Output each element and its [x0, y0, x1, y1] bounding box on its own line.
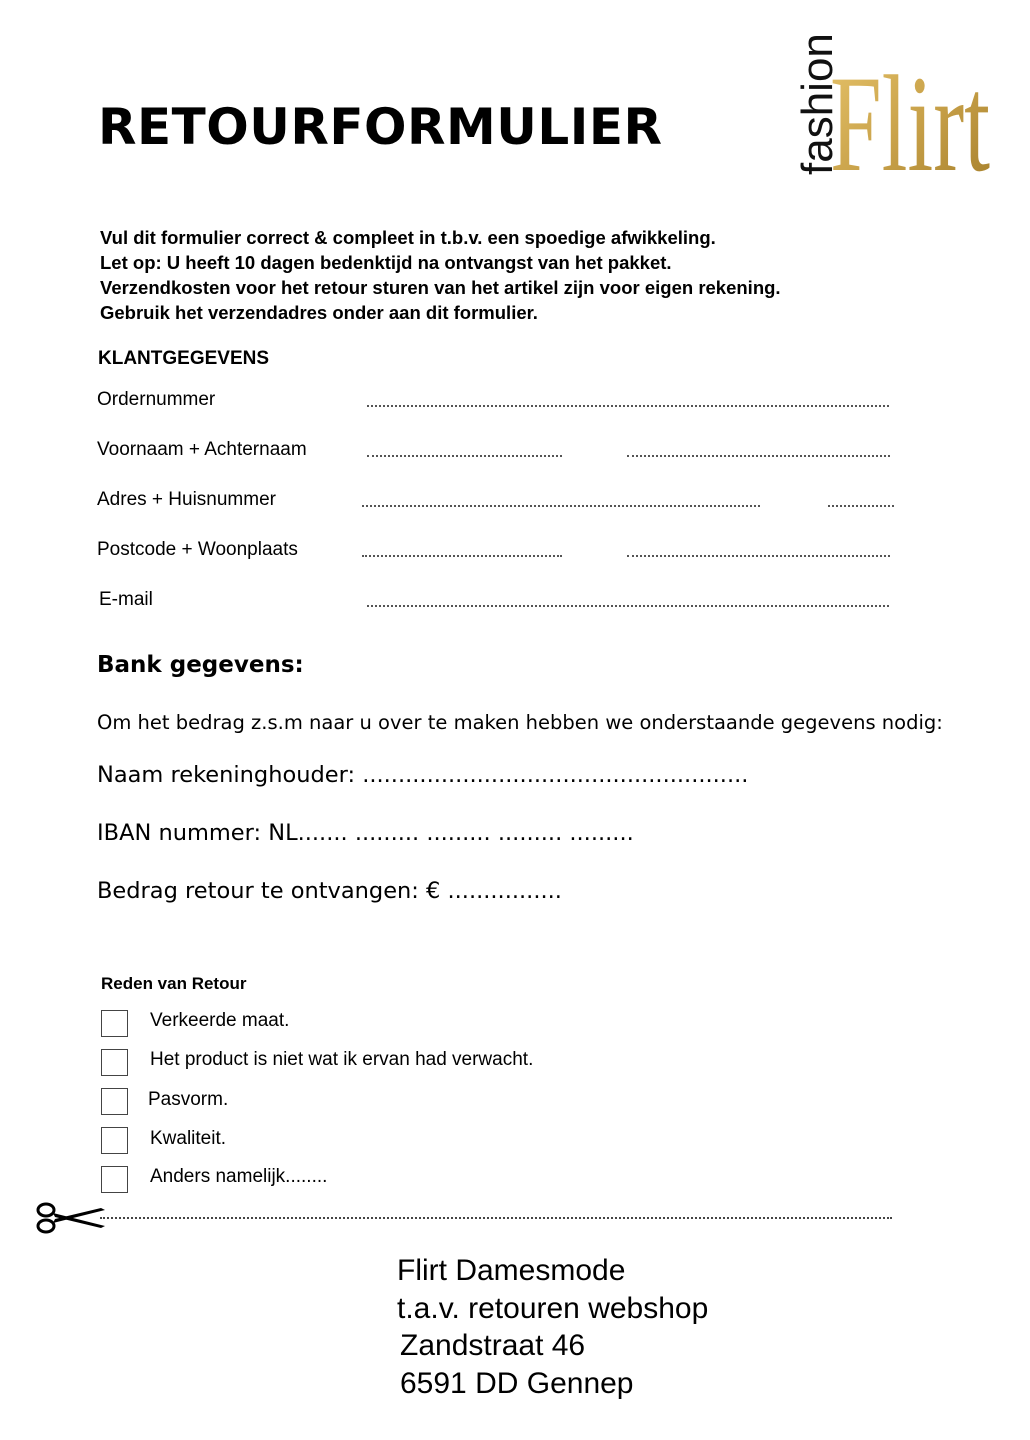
- reason-checkbox[interactable]: [101, 1010, 128, 1037]
- intro-line: Let op: U heeft 10 dagen bedenktijd na ontvangst van het pakket.: [100, 252, 672, 273]
- iban-field[interactable]: IBAN nummer: NL....... ......... ......... ......... .........: [97, 820, 634, 846]
- reason-label: Het product is niet wat ik ervan had verwacht.: [150, 1049, 534, 1070]
- reason-checkbox[interactable]: [101, 1088, 128, 1115]
- reason-label: Verkeerde maat.: [150, 1010, 290, 1031]
- city-field[interactable]: [627, 555, 890, 557]
- page-title: RETOURFORMULIER: [98, 98, 663, 156]
- last-name-field[interactable]: [627, 455, 890, 457]
- order-number-field[interactable]: [367, 405, 889, 407]
- intro-line: Vul dit formulier correct & compleet in t.b.v. een spoedige afwikkeling.: [100, 227, 716, 248]
- svg-text:Flirt: Flirt: [830, 47, 990, 180]
- bank-intro: Om het bedrag z.s.m naar u over te maken hebben we onderstaande gegevens nodig:: [97, 711, 943, 734]
- return-address: [397, 1252, 708, 1402]
- address-line: 6591 DD Gennep: [400, 1366, 634, 1400]
- svg-text:fashion: fashion: [793, 33, 842, 175]
- reason-checkbox[interactable]: [101, 1127, 128, 1154]
- reason-label: Kwaliteit.: [150, 1128, 227, 1149]
- reason-checkbox[interactable]: [101, 1049, 128, 1076]
- address-line: t.a.v. retouren webshop: [397, 1291, 709, 1325]
- reason-label: Anders namelijk........: [150, 1166, 328, 1187]
- bank-heading: Bank gegevens:: [97, 652, 304, 678]
- address-label: Adres + Huisnummer: [97, 489, 276, 510]
- address-line: Flirt Damesmode: [397, 1254, 626, 1287]
- address-line: Zandstraat 46: [400, 1329, 586, 1362]
- reason-label: Pasvorm.: [148, 1089, 229, 1110]
- reason-heading: Reden van Retour: [101, 974, 247, 993]
- intro-line: Verzendkosten voor het retour sturen van het artikel zijn voor eigen rekening.: [100, 277, 781, 298]
- cut-line: [100, 1217, 892, 1219]
- first-name-field[interactable]: [367, 455, 562, 457]
- account-holder-field[interactable]: Naam rekeninghouder: ......................................................: [97, 762, 749, 788]
- postcode-field[interactable]: [362, 555, 562, 557]
- intro-line: Gebruik het verzendadres onder aan dit formulier.: [100, 302, 538, 323]
- intro-text: [100, 225, 781, 325]
- house-number-field[interactable]: [828, 505, 894, 507]
- refund-amount-field[interactable]: Bedrag retour te ontvangen: € ................: [97, 878, 562, 904]
- postcode-label: Postcode + Woonplaats: [97, 539, 298, 560]
- scissors-icon: [35, 1200, 107, 1236]
- customer-heading: KLANTGEGEVENS: [98, 348, 270, 369]
- reason-checkbox[interactable]: [101, 1166, 128, 1193]
- fashion-flirt-logo: [780, 30, 1000, 180]
- name-label: Voornaam + Achternaam: [97, 439, 307, 460]
- email-field[interactable]: [367, 605, 889, 607]
- order-number-label: Ordernummer: [97, 389, 216, 410]
- street-field[interactable]: [362, 505, 760, 507]
- email-label: E-mail: [99, 589, 153, 610]
